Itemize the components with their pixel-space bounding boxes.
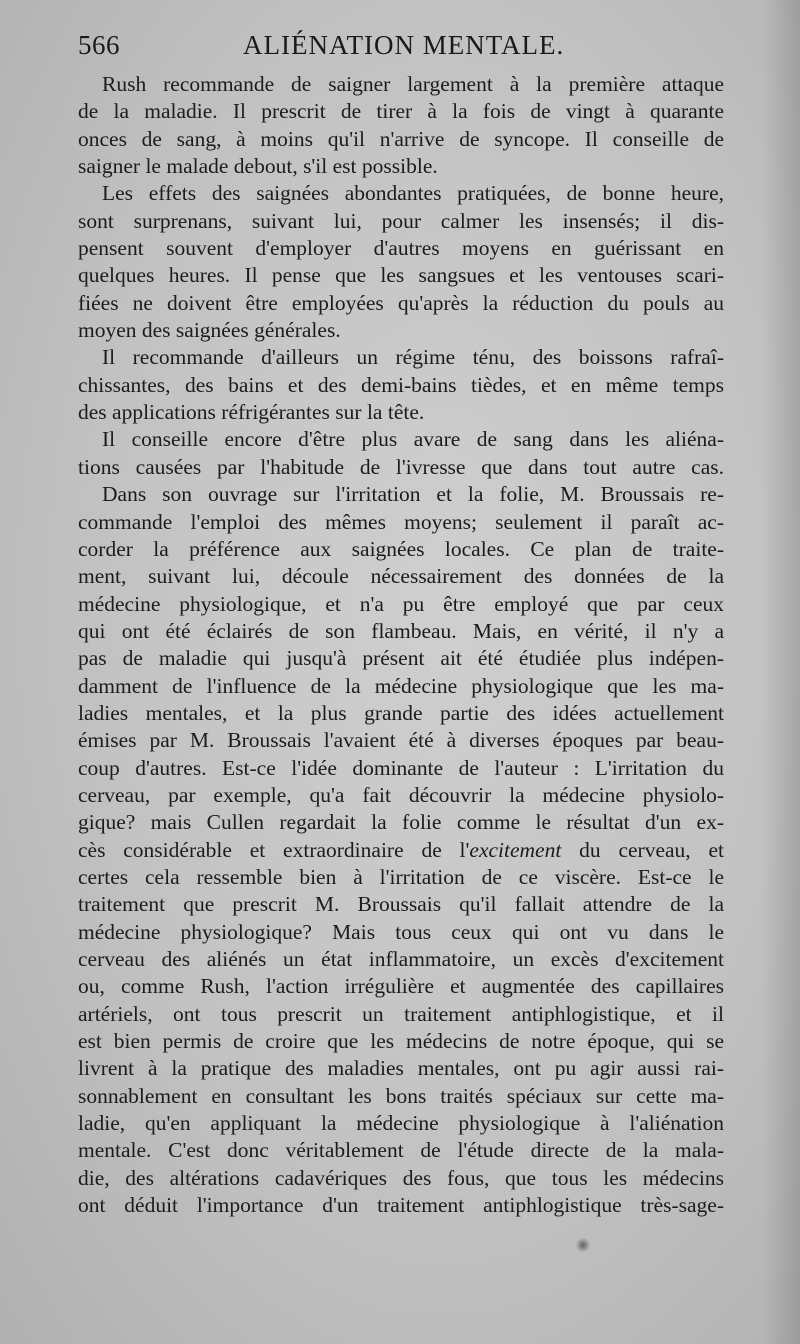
text-line: cerveau, par exemple, qu'a fait découvrir la médecine physiolo-	[78, 782, 724, 807]
text-line: moyen des saignées générales.	[78, 318, 341, 343]
text-line: livrent à la pratique des maladies mentales, ont pu agir aussi rai-	[78, 1056, 724, 1081]
text-line: Dans son ouvrage sur l'irritation et la folie, M. Broussais re-	[102, 482, 724, 507]
text-line: ladies mentales, et la plus grande partie des idées actuellement	[78, 700, 724, 725]
text-run: du cerveau, et	[561, 837, 724, 862]
text-line: Les effets des saignées abondantes pratiquées, de bonne heure,	[102, 181, 724, 206]
text-line: ou, comme Rush, l'action irrégulière et augmentée des capillaires	[78, 974, 724, 999]
text-line: émises par M. Broussais l'avaient été à diverses époques par beau-	[78, 728, 724, 753]
text-line: ladie, qu'en appliquant la médecine physiologique à l'aliénation	[78, 1111, 724, 1136]
italic-word: excitement	[469, 837, 562, 862]
page-edge-shadow	[762, 0, 800, 1344]
text-line: Il conseille encore d'être plus avare de sang dans les aliéna-	[102, 427, 724, 452]
text-line: onces de sang, à moins qu'il n'arrive de syncope. Il conseille de	[78, 126, 724, 151]
text-line: certes cela ressemble bien à l'irritation de ce viscère. Est-ce le	[78, 864, 724, 889]
text-line: pensent souvent d'employer d'autres moyens en guérissant en	[78, 236, 724, 261]
text-line: commande l'emploi des mêmes moyens; seulement il paraît ac-	[78, 509, 724, 534]
text-line: pas de maladie qui jusqu'à présent ait été étudiée plus indépen-	[78, 646, 724, 671]
text-line: fiées ne doivent être employées qu'après la réduction du pouls au	[78, 290, 724, 315]
text-line: ont déduit l'importance d'un traitement antiphlogistique très-sage-	[78, 1193, 724, 1218]
text-line: des applications réfrigérantes sur la tête.	[78, 400, 425, 425]
text-line-with-italic	[78, 837, 724, 864]
text-line: traitement que prescrit M. Broussais qu'il fallait attendre de la	[78, 892, 724, 917]
text-line: cerveau des aliénés un état inflammatoire, un excès d'excitement	[78, 947, 724, 971]
text-line: sonnablement en consultant les bons traités spéciaux sur cette ma-	[78, 1083, 724, 1108]
text-line: Rush recommande de saigner largement à la première attaque	[102, 72, 724, 96]
text-line: Il recommande d'ailleurs un régime ténu, des boissons rafraî-	[102, 345, 724, 370]
text-line: artériels, ont tous prescrit un traitement antiphlogistique, et il	[78, 1001, 724, 1026]
text-line: tions causées par l'habitude de l'ivresse que dans tout autre cas.	[78, 454, 724, 479]
text-line: médecine physiologique? Mais tous ceux qui ont vu dans le	[78, 919, 724, 944]
text-line: médecine physiologique, et n'a pu être employé que par ceux	[78, 591, 724, 616]
running-title: ALIÉNATION MENTALE.	[243, 30, 565, 60]
text-line: qui ont été éclairés de son flambeau. Mais, en vérité, il n'y a	[78, 618, 724, 643]
text-line: saigner le malade debout, s'il est possible.	[78, 154, 438, 179]
text-line: mentale. C'est donc véritablement de l'étude directe de la mala-	[78, 1138, 724, 1163]
text-line: chissantes, des bains et des demi-bains tièdes, et en même temps	[78, 372, 724, 397]
text-line: quelques heures. Il pense que les sangsues et les ventouses scari-	[78, 263, 724, 288]
text-line: de la maladie. Il prescrit de tirer à la fois de vingt à quarante	[78, 99, 724, 124]
body-text	[78, 71, 724, 1219]
text-line: ment, suivant lui, découle nécessairement des données de la	[78, 564, 724, 589]
page-header	[78, 30, 726, 70]
text-line: die, des altérations cadavériques des fous, que tous les médecins	[78, 1165, 724, 1190]
page-number: 566	[78, 30, 120, 60]
text-line: sont surprenans, suivant lui, pour calmer les insensés; il dis-	[78, 208, 724, 233]
text-line: corder la préférence aux saignées locales. Ce plan de traite-	[78, 536, 724, 561]
text-line: gique? mais Cullen regardait la folie comme le résultat d'un ex-	[78, 810, 724, 835]
text-line: coup d'autres. Est-ce l'idée dominante de l'auteur : L'irritation du	[78, 755, 724, 780]
text-line: est bien permis de croire que les médecins de notre époque, qui se	[78, 1029, 724, 1054]
ink-smudge	[575, 1238, 591, 1252]
text-run: cès considérable et extraordinaire de l'	[78, 837, 470, 862]
text-line: damment de l'influence de la médecine physiologique que les ma-	[78, 673, 724, 698]
